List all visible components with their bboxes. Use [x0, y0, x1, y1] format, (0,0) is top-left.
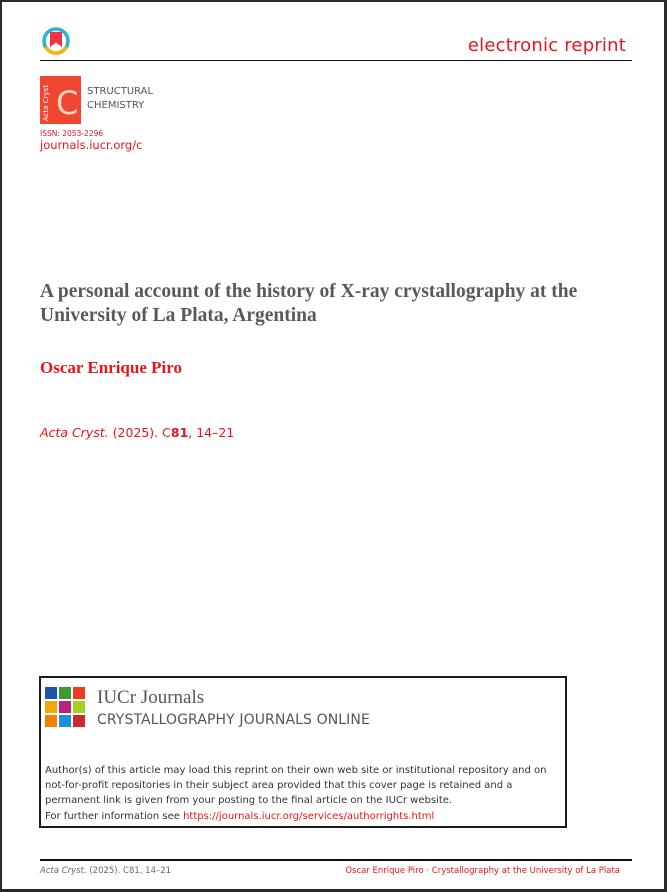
grid-square [45, 687, 57, 699]
journal-url-link[interactable]: journals.iucr.org/c [40, 138, 143, 152]
footer-citation [40, 866, 171, 876]
more-info-label: For further information see [45, 811, 180, 822]
citation-journal: Acta Cryst. [40, 425, 109, 440]
grid-square [45, 701, 57, 713]
article-citation [40, 425, 234, 440]
citation-pages: , 14–21 [188, 425, 235, 440]
grid-square [59, 715, 71, 727]
iucr-journals-grid-icon [45, 687, 85, 727]
iucr-journals-brand: IUCr Journals [97, 687, 205, 708]
rights-info-box [39, 676, 567, 828]
grid-square [73, 701, 85, 713]
footer-rule [40, 859, 632, 861]
issn: ISSN: 2053-2296 [40, 129, 104, 138]
grid-square [45, 715, 57, 727]
journal-name-line1: STRUCTURAL [87, 86, 154, 97]
iucr-logo-icon [41, 26, 71, 56]
citation-volume-prefix: C [162, 425, 171, 440]
iucr-journals-subtitle: CRYSTALLOGRAPHY JOURNALS ONLINE [97, 712, 370, 728]
grid-square [73, 687, 85, 699]
badge-vertical-text: Acta Cryst [42, 84, 50, 121]
electronic-reprint-label: electronic reprint [467, 35, 626, 56]
grid-square [59, 687, 71, 699]
more-info-line [45, 810, 434, 824]
badge-letter: C [56, 84, 79, 122]
journal-badge [40, 76, 81, 124]
header-rule [40, 60, 632, 61]
journal-name-line2: CHEMISTRY [87, 100, 145, 111]
author-rights-link[interactable]: https://journals.iucr.org/services/authorrights.html [183, 811, 435, 822]
footer-journal: Acta Cryst. [40, 866, 87, 876]
grid-square [73, 715, 85, 727]
footer-running-title: Oscar Enrique Piro · Crystallography at the University of La Plata [345, 866, 620, 876]
rights-notice: Author(s) of this article may load this reprint on their own web site or institutional repository and on not-for-profit repositories in their subject area provided that this cover page is retained and a permanent link is given from your posting to the final article on the IUCr website. [45, 765, 547, 806]
article-author: Oscar Enrique Piro [40, 358, 182, 377]
grid-square [59, 701, 71, 713]
article-title: A personal account of the history of X-ray crystallography at the University of La Plata, Argentina [40, 281, 578, 326]
journal-name [87, 85, 153, 113]
citation-volume: 81 [170, 425, 189, 440]
footer-citation-rest: (2025). C81, 14–21 [89, 866, 172, 876]
citation-year: (2025). [112, 425, 159, 440]
